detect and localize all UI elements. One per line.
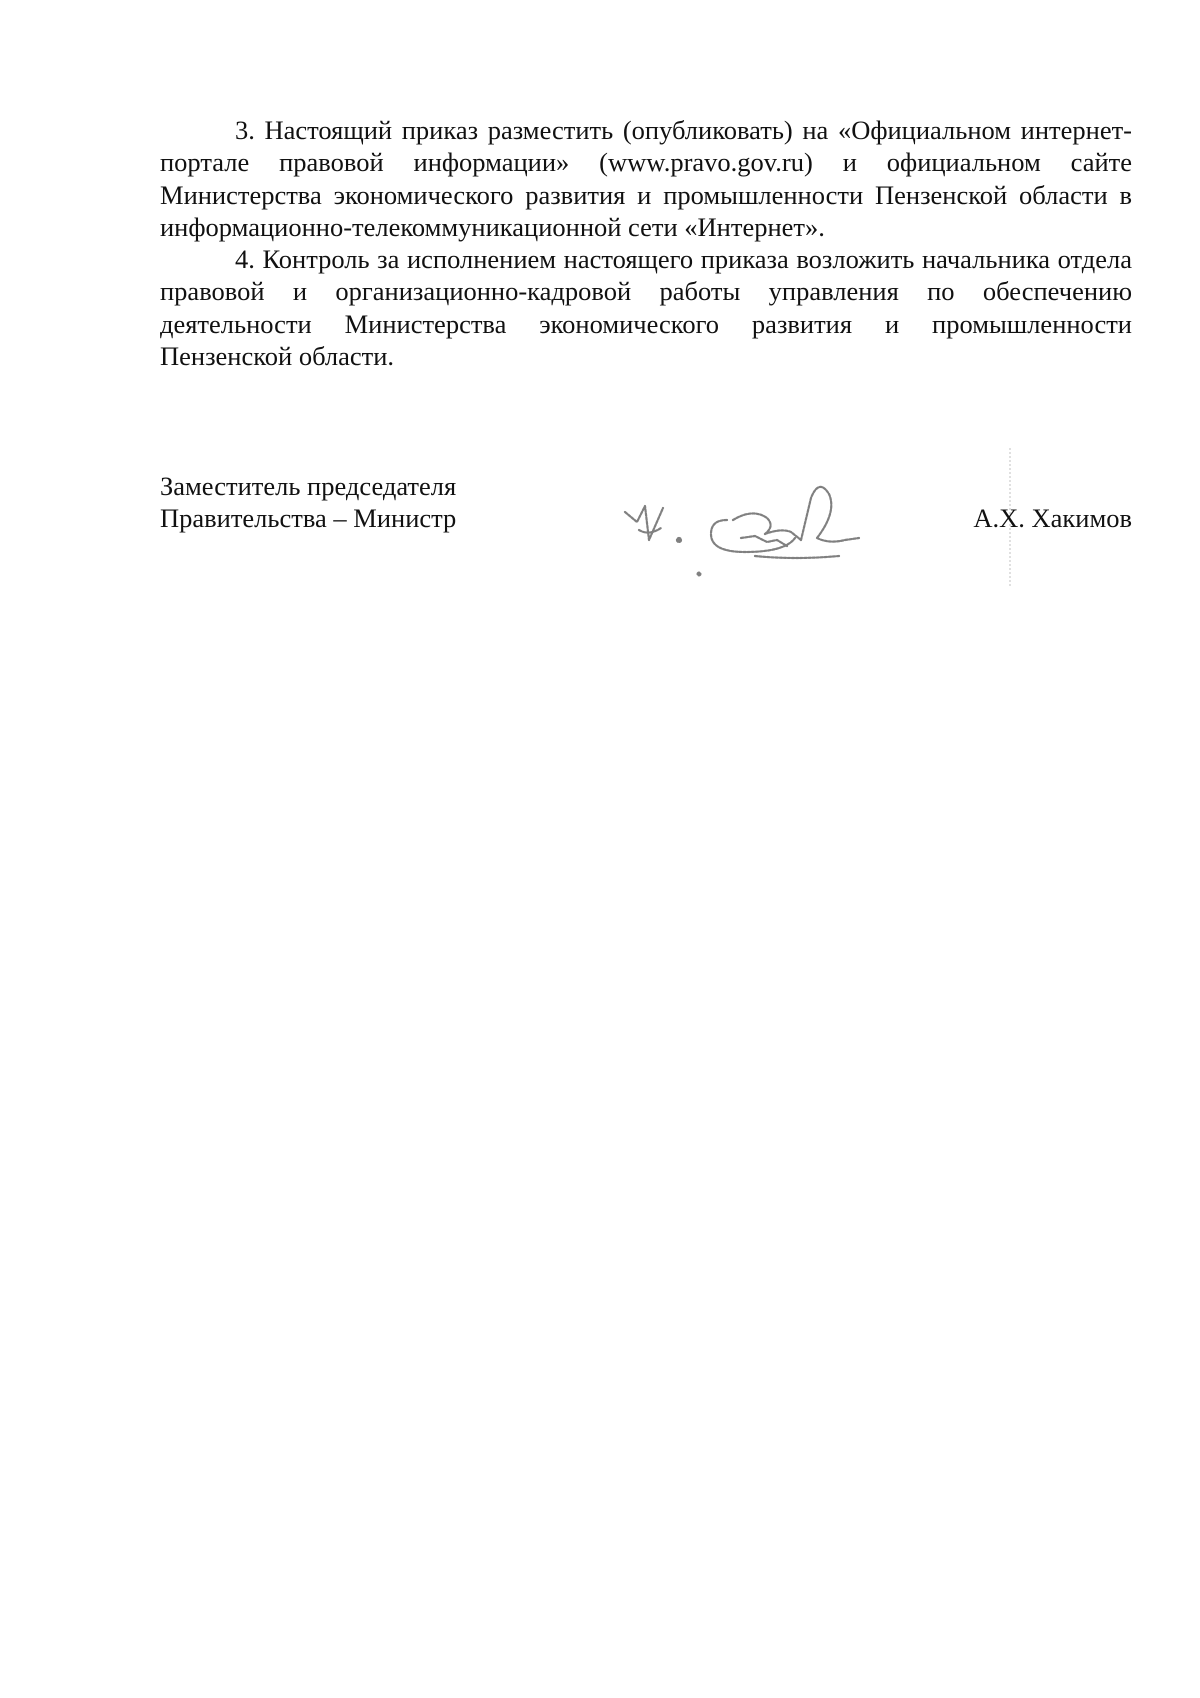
paragraph-4: 4. Контроль за исполнением настоящего приказа возложить начальника отдела правовой и организационно-кадровой работы управления по обеспечению деятельности Министерства экономического развития и промышленности Пензенской области. [160,244,1132,372]
handwritten-signature-icon [615,448,1015,588]
signature-block [160,470,1132,580]
paragraph-3: 3. Настоящий приказ разместить (опубликовать) на «Официальном интернет-портале правовой информации» (www.pravo.gov.ru) и официальном сайте Министерства экономического развития и промышленности Пензенской области в информационно-телекоммуникационной сети «Интернет». [160,115,1132,242]
document-body [160,114,1132,372]
signatory-position [160,470,456,535]
signatory-position-line-1: Заместитель председателя [160,471,457,501]
signatory-position-line-2: Правительства – Министр [160,503,457,534]
signatory-name: А.Х. Хакимов [973,503,1132,533]
